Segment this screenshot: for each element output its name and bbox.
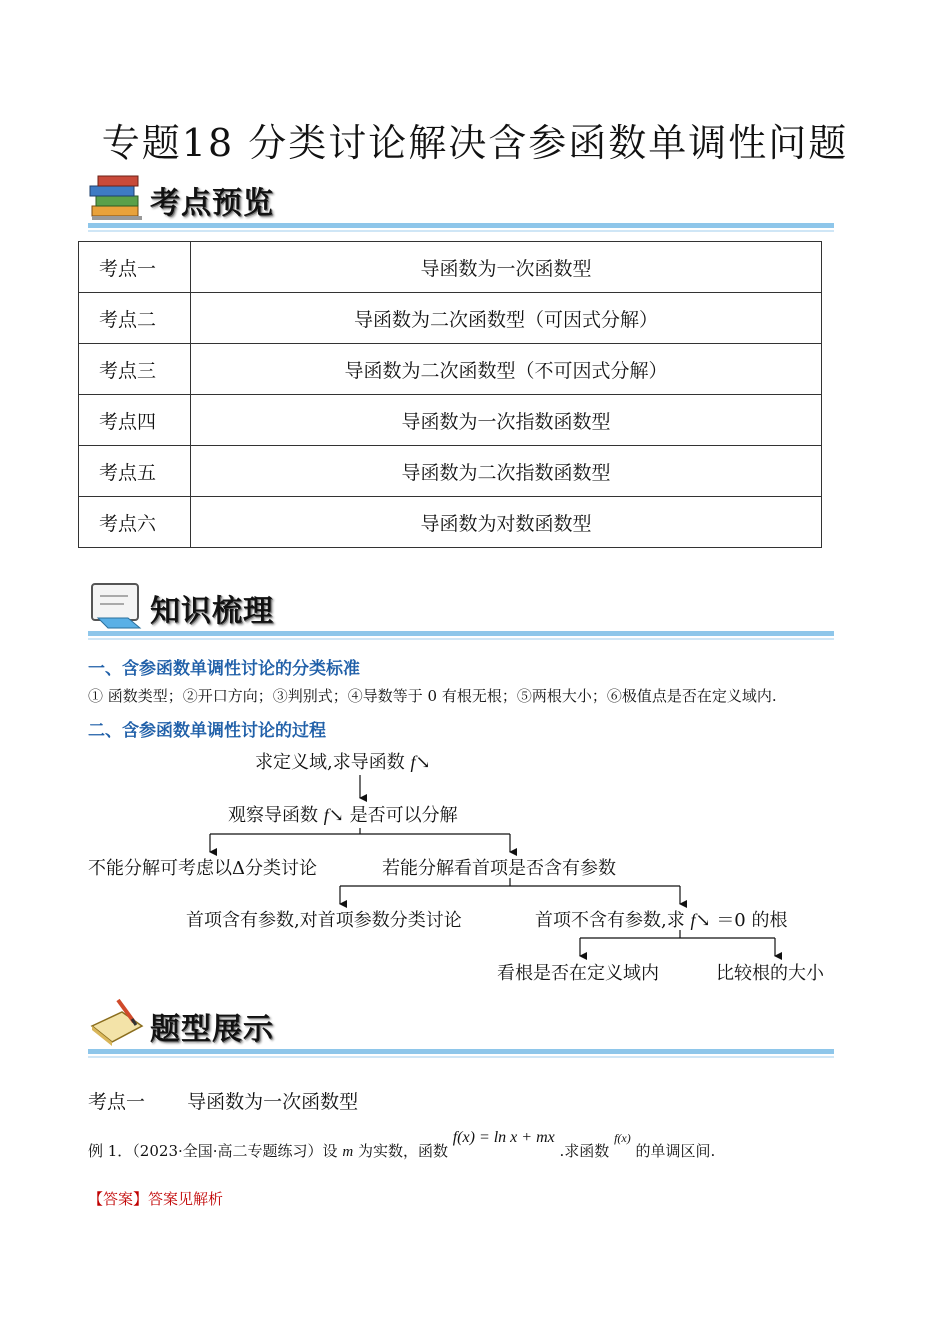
example-topic-title: 导函数为一次函数型 xyxy=(187,1091,359,1113)
books-icon xyxy=(88,170,146,226)
topic-content: 导函数为对数函数型 xyxy=(191,497,822,548)
banner-examples xyxy=(88,996,834,1056)
flow-node-6 xyxy=(535,906,788,932)
flow-node-4: 若能分解看首项是否含有参数 xyxy=(382,858,616,879)
answer-text: 答案见解析 xyxy=(148,1190,224,1208)
topic-label: 考点二 xyxy=(79,293,191,344)
flow-node-text: 观察导函数 xyxy=(228,805,318,826)
question-text: .求函数 xyxy=(559,1142,610,1160)
flow-node-text: 是否可以分解 xyxy=(349,805,458,826)
topic-content: 导函数为二次指数函数型 xyxy=(191,446,822,497)
banner-rule xyxy=(88,631,834,636)
flow-node-5: 首项含有参数,对首项参数分类讨论 xyxy=(186,910,462,931)
table-row xyxy=(79,497,822,548)
topic-label: 考点五 xyxy=(79,446,191,497)
table-row xyxy=(79,446,822,497)
prime-mark-icon: ↘ xyxy=(328,805,344,826)
flow-node-7: 看根是否在定义域内 xyxy=(497,963,659,984)
section-title-1: 一、含参函数单调性讨论的分类标准 xyxy=(88,659,360,679)
flow-node-1 xyxy=(255,748,431,774)
topic-content: 导函数为二次函数型（可因式分解） xyxy=(191,293,822,344)
banner-rule xyxy=(88,1049,834,1054)
function-formula: f(x) = ln x + mx xyxy=(452,1129,555,1146)
banner-preview xyxy=(88,170,834,230)
topic-content: 导函数为一次指数函数型 xyxy=(191,395,822,446)
answer-label: 【答案】 xyxy=(88,1190,149,1208)
banner-rule-light xyxy=(88,1056,834,1058)
prime-mark-icon: ↘ xyxy=(695,910,711,931)
banner-rule-light xyxy=(88,230,834,232)
function-formula: f(x) xyxy=(614,1131,631,1145)
banner-rule xyxy=(88,223,834,228)
banner-knowledge xyxy=(88,578,834,638)
table-row xyxy=(79,242,822,293)
page-title: 专题18 分类讨论解决含参函数单调性问题 xyxy=(101,121,849,165)
prime-mark-icon: ↘ xyxy=(415,752,431,773)
example-topic-heading xyxy=(88,1087,358,1114)
table-row xyxy=(79,293,822,344)
question-text: 为实数，函数 xyxy=(357,1142,448,1160)
section-text-1: ① 函数类型；②开口方向；③判别式；④导数等于 0 有根无根；⑤两根大小；⑥极值点是否在定义域内. xyxy=(88,687,777,705)
section-title-2: 二、含参函数单调性讨论的过程 xyxy=(88,721,326,741)
answer-line xyxy=(88,1188,223,1209)
flow-node-text: 首项不含有参数,求 xyxy=(535,910,685,931)
topic-label: 考点四 xyxy=(79,395,191,446)
topic-content: 导函数为二次函数型（不可因式分解） xyxy=(191,344,822,395)
topic-label: 考点一 xyxy=(79,242,191,293)
example-topic-label: 考点一 xyxy=(88,1091,146,1113)
derivative-symbol: f xyxy=(410,752,416,772)
book-icon xyxy=(88,578,146,634)
variable-m: m xyxy=(342,1144,354,1160)
question-text: 的单调区间. xyxy=(635,1142,716,1160)
banner-title: 题型展示 xyxy=(150,1012,274,1047)
flow-node-2 xyxy=(228,801,458,827)
flow-node-text: ＝0 的根 xyxy=(716,910,788,931)
flow-node-8: 比较根的大小 xyxy=(716,963,824,984)
banner-title: 知识梳理 xyxy=(150,594,274,629)
example-question xyxy=(88,1129,716,1161)
topic-label: 考点三 xyxy=(79,344,191,395)
topics-table xyxy=(78,241,822,548)
banner-title: 考点预览 xyxy=(150,186,274,221)
flow-node-text: 求定义域,求导函数 xyxy=(255,752,405,773)
banner-rule-light xyxy=(88,638,834,640)
topic-label: 考点六 xyxy=(79,497,191,548)
table-row xyxy=(79,344,822,395)
table-row xyxy=(79,395,822,446)
question-text: 例 1．（2023·全国·高二专题练习）设 xyxy=(88,1142,338,1160)
notebook-pencil-icon xyxy=(88,996,146,1052)
topic-content: 导函数为一次函数型 xyxy=(191,242,822,293)
derivative-symbol: f xyxy=(690,910,696,930)
flow-node-3: 不能分解可考虑以Δ分类讨论 xyxy=(88,858,317,879)
derivative-symbol: f xyxy=(323,805,329,825)
